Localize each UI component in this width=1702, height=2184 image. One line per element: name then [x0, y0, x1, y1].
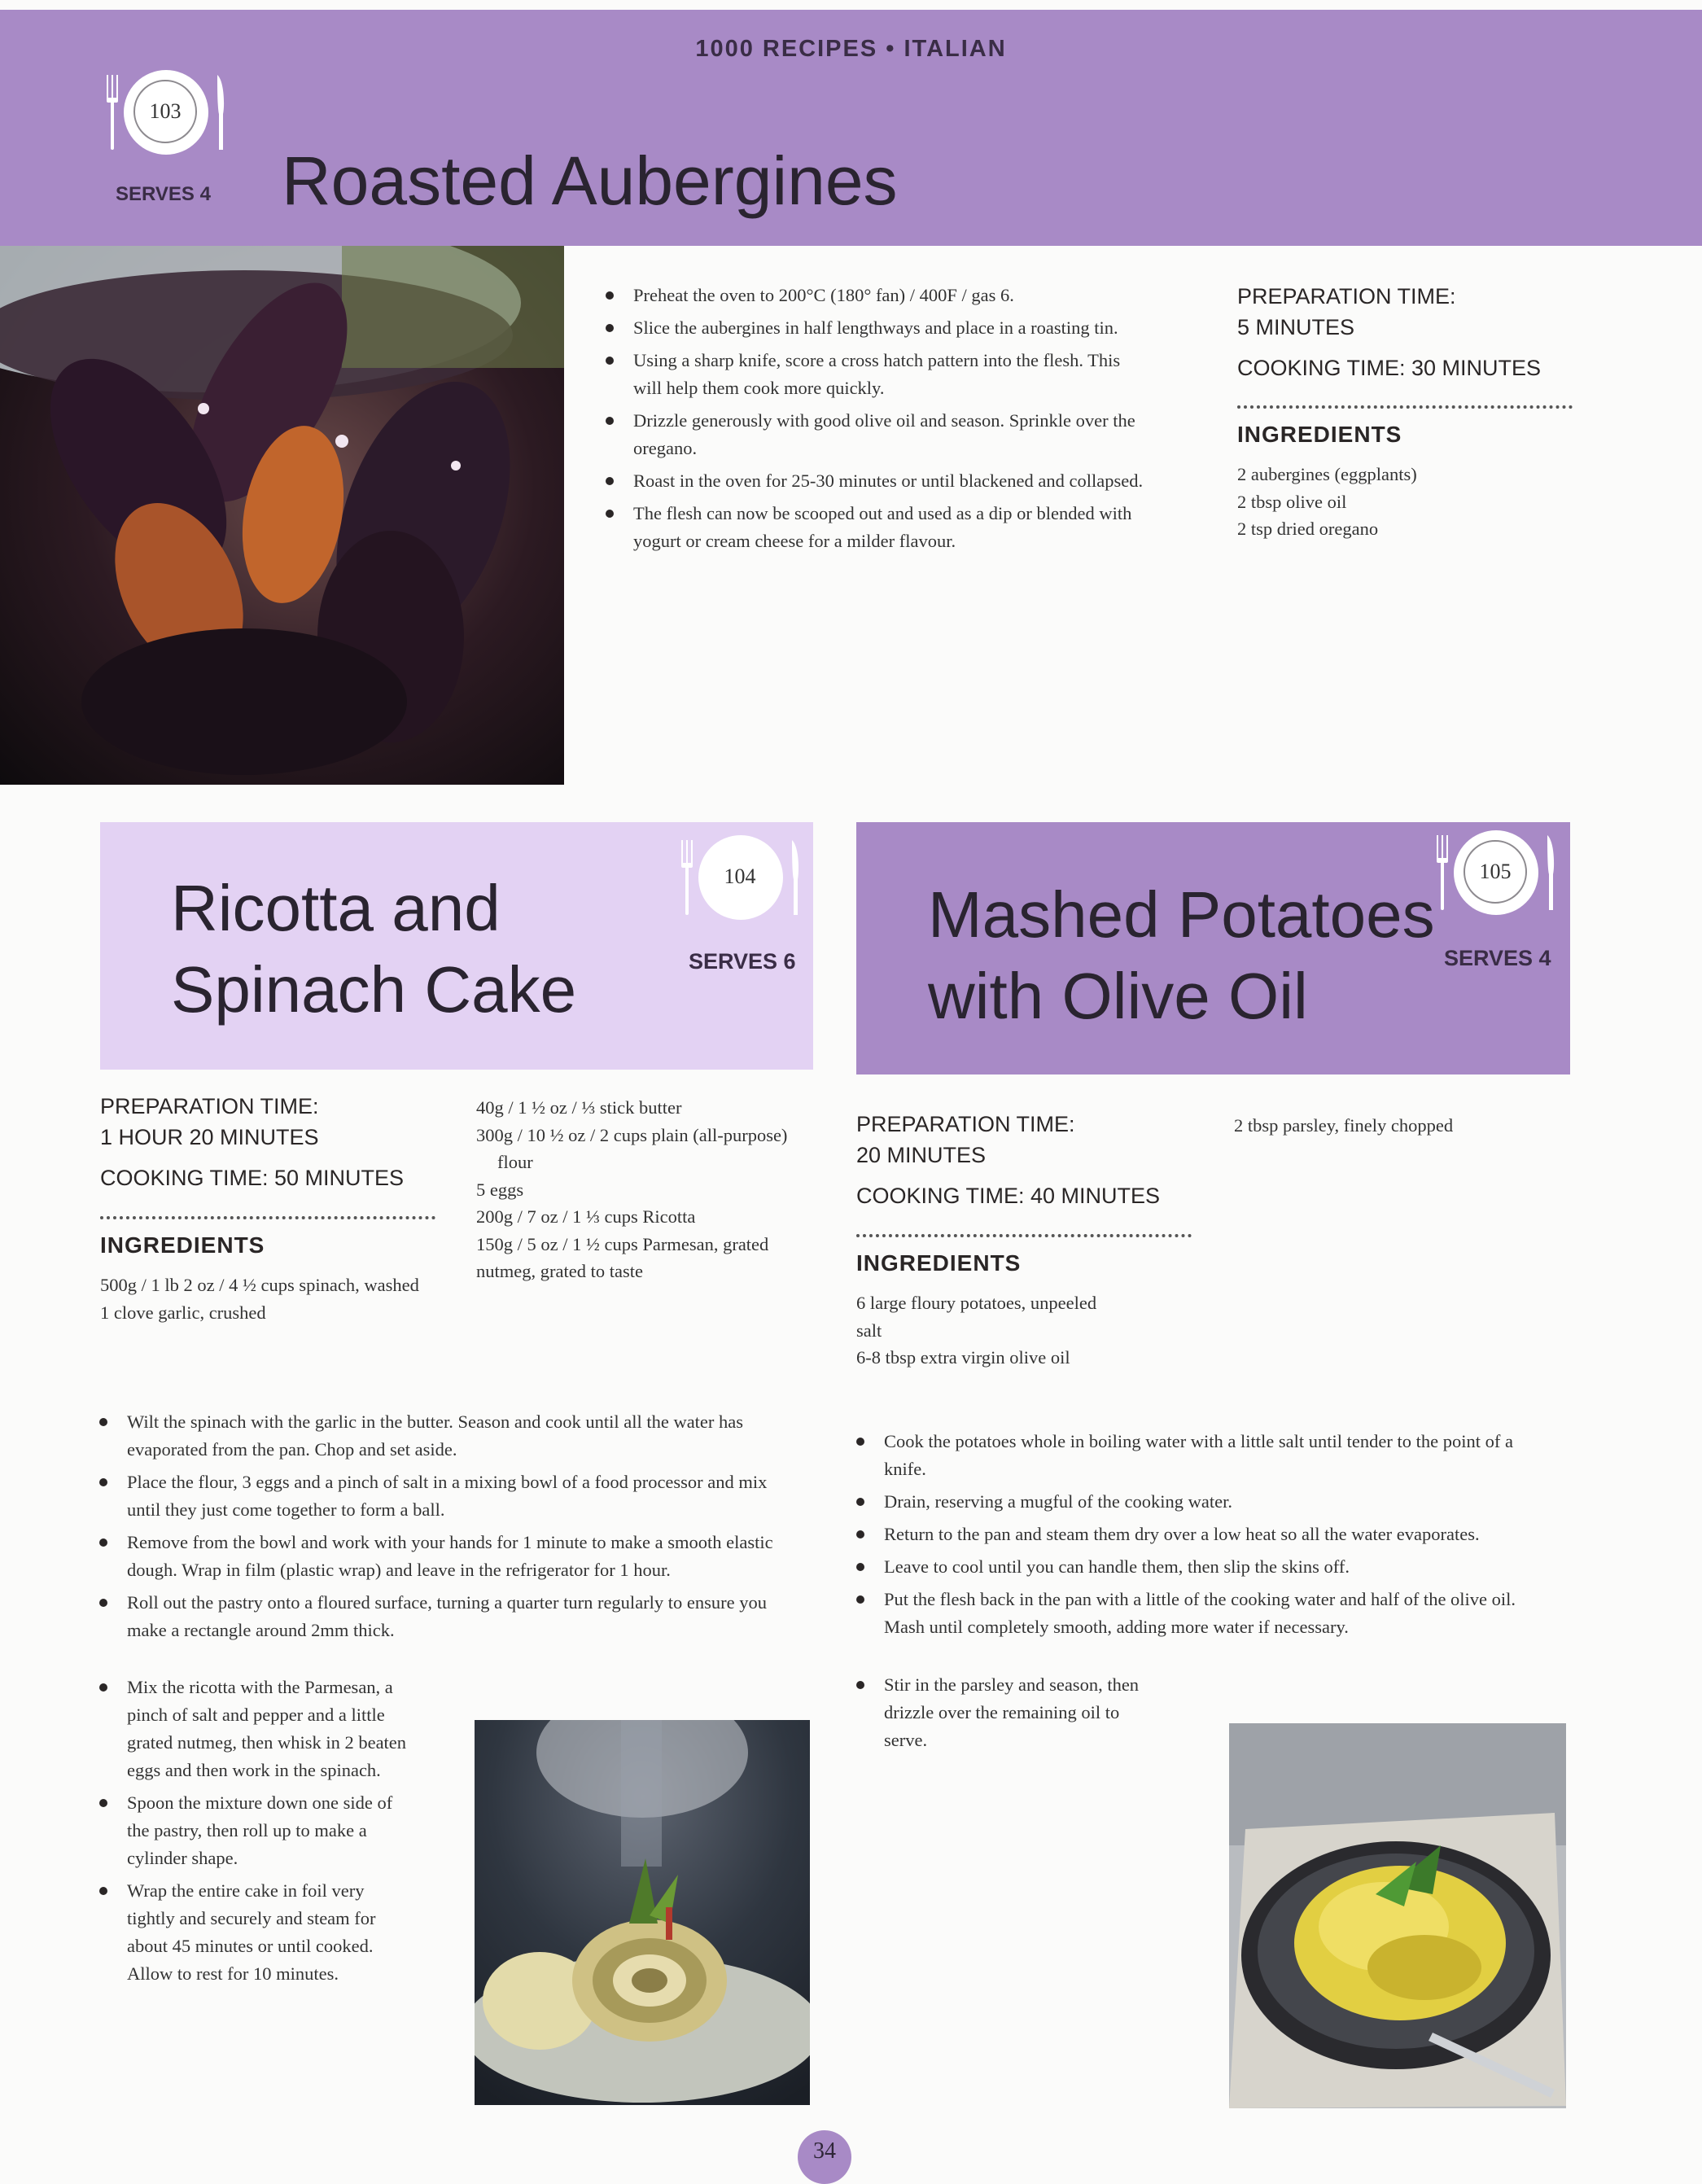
list-item: Stir in the parsley and season, then drizzle over the remaining oil to serve. — [855, 1671, 1164, 1754]
recipe-103-number: 103 — [133, 80, 197, 143]
recipe-103-title: Roasted Aubergines — [282, 142, 898, 219]
list-item: Return to the pan and steam them dry over a low heat so all the water evaporates. — [855, 1521, 1530, 1548]
plate-icon — [124, 70, 208, 155]
list-item: Preheat the oven to 200°C (180° fan) / 400F / gas 6. — [604, 282, 1145, 309]
recipe-105-ingredients-col1 — [856, 1289, 1198, 1372]
recipe-103-prep-value: 5 MINUTES — [1237, 315, 1355, 339]
recipe-104-title-line: Spinach Cake — [171, 953, 577, 1026]
recipe-104-number: 104 — [724, 864, 756, 888]
ingredient-item: 200g / 7 oz / 1 ⅓ cups Ricotta — [476, 1206, 696, 1227]
ingredient-item: 5 eggs — [476, 1179, 524, 1200]
recipe-105-title-line: Mashed Potatoes — [928, 878, 1435, 951]
list-item: Put the flesh back in the pan with a little of the cooking water and half of the olive oil. Mash until completely smooth, adding more water if necessary. — [855, 1586, 1530, 1641]
list-item: Mix the ricotta with the Parmesan, a pinch of salt and pepper and a little grated nutmeg, then whisk in 2 beaten eggs and then work in the spinach. — [98, 1674, 411, 1784]
recipe-105-photo — [1229, 1723, 1566, 2108]
divider — [100, 1216, 435, 1219]
recipe-103-cook-time: COOKING TIME: 30 MINUTES — [1237, 356, 1542, 380]
ingredient-item: 6 large floury potatoes, unpeeled — [856, 1293, 1097, 1313]
recipe-104-cook-time: COOKING TIME: 50 MINUTES — [100, 1166, 405, 1190]
recipe-105-prep-value: 20 MINUTES — [856, 1143, 987, 1167]
plate-icon — [698, 835, 783, 920]
recipe-105-method-continued — [855, 1671, 1164, 1759]
recipe-104-method — [98, 1408, 777, 1649]
ingredient-item: 2 tbsp olive oil — [1237, 491, 1347, 512]
recipe-103-method — [604, 282, 1145, 560]
recipe-104-times — [100, 1091, 458, 1203]
recipe-105-title-line: with Olive Oil — [928, 960, 1308, 1032]
ingredient-item: 40g / 1 ½ oz / ⅓ stick butter — [476, 1097, 682, 1118]
page-number: 34 — [798, 2130, 851, 2184]
recipe-104-ingredients-col1 — [100, 1271, 434, 1326]
recipe-105-cook-time: COOKING TIME: 40 MINUTES — [856, 1184, 1161, 1208]
recipe-105-prep-label: PREPARATION TIME: — [856, 1112, 1075, 1136]
mashed-potatoes-photo — [1229, 1723, 1566, 2108]
knife-icon — [790, 840, 801, 915]
list-item: Spoon the mixture down one side of the pastry, then roll up to make a cylinder shape. — [98, 1789, 411, 1872]
ingredient-item: nutmeg, grated to taste — [476, 1261, 643, 1281]
list-item: Roast in the oven for 25-30 minutes or until blackened and collapsed. — [604, 467, 1145, 495]
recipe-105-ingredients-heading: INGREDIENTS — [856, 1250, 1022, 1276]
recipe-105-ingredients-col2 — [1234, 1112, 1576, 1140]
fork-icon — [106, 75, 119, 150]
list-item: Remove from the bowl and work with your hands for 1 minute to make a smooth elastic dough. Wrap in film (plastic wrap) and leave in the refrigerator for 1 hour. — [98, 1529, 777, 1584]
recipe-103-number-badge — [106, 70, 228, 160]
fork-icon — [680, 840, 693, 915]
recipe-104-number-badge — [680, 835, 803, 925]
book-header: 1000 RECIPES • ITALIAN — [695, 36, 1007, 62]
ingredient-item: 2 aubergines (eggplants) — [1237, 464, 1417, 484]
recipe-104-title — [171, 868, 576, 1031]
recipe-103-prep-label: PREPARATION TIME: — [1237, 284, 1456, 309]
recipe-104-method-continued — [98, 1674, 411, 1993]
list-item: Roll out the pastry onto a floured surface, turning a quarter turn regularly to ensure you make a rectangle around 2mm thick. — [98, 1589, 777, 1644]
ingredient-item: 500g / 1 lb 2 oz / 4 ½ cups spinach, washed — [100, 1275, 419, 1295]
recipe-105-serves: SERVES 4 — [1444, 946, 1551, 970]
ingredient-item: 2 tbsp parsley, finely chopped — [1234, 1115, 1454, 1136]
ingredient-item: salt — [856, 1320, 882, 1341]
recipe-103-photo — [0, 246, 564, 785]
ingredient-item: 150g / 5 oz / 1 ½ cups Parmesan, grated — [476, 1233, 769, 1254]
recipe-104-title-line: Ricotta and — [171, 872, 501, 944]
list-item: Drizzle generously with good olive oil and season. Sprinkle over the oregano. — [604, 407, 1145, 462]
divider — [856, 1234, 1192, 1237]
list-item: Place the flour, 3 eggs and a pinch of salt in a mixing bowl of a food processor and mix until they just come together to form a ball. — [98, 1468, 777, 1524]
recipe-104-prep-label: PREPARATION TIME: — [100, 1094, 319, 1118]
list-item: Drain, reserving a mugful of the cooking water. — [855, 1488, 1530, 1516]
ricotta-spinach-cake-photo — [475, 1720, 810, 2105]
roasted-aubergines-photo — [0, 246, 564, 785]
recipe-104-serves: SERVES 6 — [689, 949, 796, 974]
fork-icon — [1436, 835, 1449, 910]
list-item: Slice the aubergines in half lengthways and place in a roasting tin. — [604, 314, 1145, 342]
recipe-105-title — [928, 874, 1435, 1037]
ingredient-item: 6-8 tbsp extra virgin olive oil — [856, 1347, 1070, 1368]
recipe-103-ingredients-heading: INGREDIENTS — [1237, 422, 1402, 447]
recipe-104-photo — [475, 1720, 810, 2105]
knife-icon — [215, 75, 226, 150]
plate-icon — [1454, 830, 1538, 915]
list-item: Cook the potatoes whole in boiling water with a little salt until tender to the point of a knife. — [855, 1428, 1530, 1483]
ingredient-item: 300g / 10 ½ oz / 2 cups plain (all-purpose) flour — [476, 1124, 788, 1172]
ingredient-item: 2 tsp dried oregano — [1237, 519, 1379, 539]
recipe-105-number-badge — [1436, 830, 1558, 920]
recipe-105-times — [856, 1109, 1214, 1221]
divider — [1237, 405, 1573, 409]
list-item: The flesh can now be scooped out and used as a dip or blended with yogurt or cream cheese for a milder flavour. — [604, 500, 1145, 555]
recipe-105-number: 105 — [1464, 840, 1527, 904]
recipe-103-times — [1237, 281, 1595, 393]
knife-icon — [1545, 835, 1556, 910]
list-item: Wrap the entire cake in foil very tightly and securely and steam for about 45 minutes or until cooked. Allow to rest for 10 minutes. — [98, 1877, 411, 1988]
recipe-103-ingredients — [1237, 461, 1579, 543]
list-item: Wilt the spinach with the garlic in the butter. Season and cook until all the water has evaporated from the pan. Chop and set aside. — [98, 1408, 777, 1464]
list-item: Using a sharp knife, score a cross hatch pattern into the flesh. This will help them cook more quickly. — [604, 347, 1145, 402]
recipe-103-serves: SERVES 4 — [116, 183, 211, 205]
list-item: Leave to cool until you can handle them, then slip the skins off. — [855, 1553, 1530, 1581]
ingredient-item: 1 clove garlic, crushed — [100, 1302, 266, 1323]
recipe-105-method — [855, 1428, 1530, 1646]
recipe-104-prep-value: 1 HOUR 20 MINUTES — [100, 1125, 319, 1149]
recipe-104-ingredients-col2 — [476, 1094, 810, 1285]
recipe-104-ingredients-heading: INGREDIENTS — [100, 1232, 265, 1258]
